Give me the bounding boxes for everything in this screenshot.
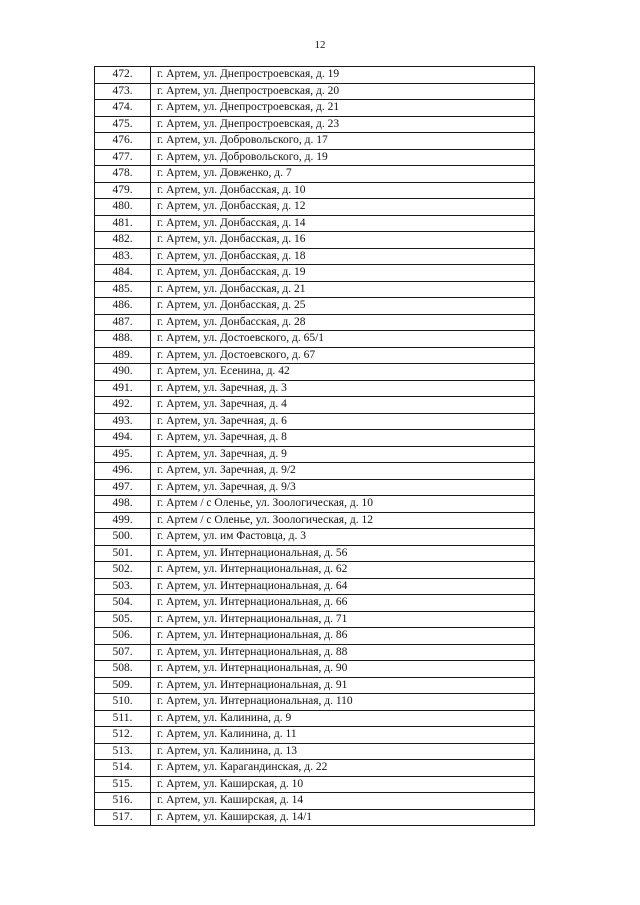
- row-number: 483.: [95, 248, 151, 265]
- table-row: [95, 677, 535, 694]
- row-address: г. Артем, ул. Донбасская, д. 21: [151, 281, 535, 298]
- table-row: [95, 182, 535, 199]
- row-address: г. Артем, ул. Заречная, д. 4: [151, 397, 535, 414]
- table-row: [95, 215, 535, 232]
- row-number: 476.: [95, 133, 151, 150]
- row-number: 517.: [95, 809, 151, 826]
- row-address: г. Артем, ул. Донбасская, д. 14: [151, 215, 535, 232]
- row-number: 498.: [95, 496, 151, 513]
- row-address: г. Артем / с Оленье, ул. Зоологическая, д. 10: [151, 496, 535, 513]
- row-number: 486.: [95, 298, 151, 315]
- row-address: г. Артем, ул. Интернациональная, д. 91: [151, 677, 535, 694]
- row-address: г. Артем, ул. Донбасская, д. 10: [151, 182, 535, 199]
- table-row: [95, 545, 535, 562]
- row-address: г. Артем, ул. Довженко, д. 7: [151, 166, 535, 183]
- row-number: 475.: [95, 116, 151, 133]
- row-address: г. Артем, ул. Интернациональная, д. 64: [151, 578, 535, 595]
- row-address: г. Артем, ул. Калинина, д. 11: [151, 727, 535, 744]
- table-row: [95, 496, 535, 513]
- row-address: г. Артем, ул. Донбасская, д. 25: [151, 298, 535, 315]
- row-address: г. Артем, ул. Заречная, д. 3: [151, 380, 535, 397]
- table-row: [95, 199, 535, 216]
- row-number: 508.: [95, 661, 151, 678]
- row-number: 505.: [95, 611, 151, 628]
- table-row: [95, 314, 535, 331]
- row-address: г. Артем, ул. Добровольского, д. 17: [151, 133, 535, 150]
- row-number: 491.: [95, 380, 151, 397]
- row-number: 504.: [95, 595, 151, 612]
- table-row: [95, 232, 535, 249]
- table-row: [95, 364, 535, 381]
- table-row: [95, 727, 535, 744]
- row-address: г. Артем, ул. Днепростроевская, д. 19: [151, 67, 535, 84]
- row-address: г. Артем, ул. Интернациональная, д. 71: [151, 611, 535, 628]
- row-number: 507.: [95, 644, 151, 661]
- row-address: г. Артем, ул. Интернациональная, д. 90: [151, 661, 535, 678]
- row-number: 481.: [95, 215, 151, 232]
- table-row: [95, 83, 535, 100]
- table-row: [95, 529, 535, 546]
- row-address: г. Артем, ул. Донбасская, д. 18: [151, 248, 535, 265]
- address-table: [94, 66, 535, 826]
- table-row: [95, 166, 535, 183]
- row-address: г. Артем, ул. Каширская, д. 14: [151, 793, 535, 810]
- table-row: [95, 149, 535, 166]
- address-table-body: [95, 67, 535, 826]
- row-number: 502.: [95, 562, 151, 579]
- table-row: [95, 793, 535, 810]
- row-address: г. Артем, ул. Днепростроевская, д. 23: [151, 116, 535, 133]
- row-address: г. Артем, ул. Заречная, д. 6: [151, 413, 535, 430]
- row-number: 480.: [95, 199, 151, 216]
- row-address: г. Артем, ул. Донбасская, д. 12: [151, 199, 535, 216]
- row-number: 509.: [95, 677, 151, 694]
- row-number: 515.: [95, 776, 151, 793]
- table-row: [95, 512, 535, 529]
- table-row: [95, 661, 535, 678]
- row-address: г. Артем, ул. Каширская, д. 10: [151, 776, 535, 793]
- row-number: 478.: [95, 166, 151, 183]
- table-row: [95, 463, 535, 480]
- row-number: 488.: [95, 331, 151, 348]
- row-number: 516.: [95, 793, 151, 810]
- row-address: г. Артем, ул. Добровольского, д. 19: [151, 149, 535, 166]
- table-row: [95, 776, 535, 793]
- row-address: г. Артем, ул. Заречная, д. 8: [151, 430, 535, 447]
- table-row: [95, 430, 535, 447]
- table-row: [95, 743, 535, 760]
- table-row: [95, 760, 535, 777]
- table-row: [95, 133, 535, 150]
- table-row: [95, 694, 535, 711]
- row-address: г. Артем, ул. Заречная, д. 9/3: [151, 479, 535, 496]
- table-row: [95, 479, 535, 496]
- row-number: 514.: [95, 760, 151, 777]
- table-row: [95, 578, 535, 595]
- table-row: [95, 413, 535, 430]
- row-address: г. Артем, ул. Интернациональная, д. 86: [151, 628, 535, 645]
- table-row: [95, 281, 535, 298]
- row-address: г. Артем / с Оленье, ул. Зоологическая, д. 12: [151, 512, 535, 529]
- row-number: 506.: [95, 628, 151, 645]
- row-number: 501.: [95, 545, 151, 562]
- table-row: [95, 611, 535, 628]
- row-number: 487.: [95, 314, 151, 331]
- row-address: г. Артем, ул. Интернациональная, д. 88: [151, 644, 535, 661]
- row-address: г. Артем, ул. Интернациональная, д. 62: [151, 562, 535, 579]
- row-address: г. Артем, ул. Достоевского, д. 65/1: [151, 331, 535, 348]
- row-number: 510.: [95, 694, 151, 711]
- row-address: г. Артем, ул. Есенина, д. 42: [151, 364, 535, 381]
- row-address: г. Артем, ул. Днепростроевская, д. 21: [151, 100, 535, 117]
- row-address: г. Артем, ул. Интернациональная, д. 110: [151, 694, 535, 711]
- row-number: 493.: [95, 413, 151, 430]
- row-address: г. Артем, ул. Донбасская, д. 16: [151, 232, 535, 249]
- row-number: 472.: [95, 67, 151, 84]
- row-number: 503.: [95, 578, 151, 595]
- table-row: [95, 67, 535, 84]
- row-number: 485.: [95, 281, 151, 298]
- row-number: 489.: [95, 347, 151, 364]
- table-row: [95, 595, 535, 612]
- table-row: [95, 446, 535, 463]
- table-row: [95, 710, 535, 727]
- row-number: 477.: [95, 149, 151, 166]
- page-number: 12: [314, 39, 326, 51]
- table-row: [95, 562, 535, 579]
- table-row: [95, 116, 535, 133]
- row-number: 482.: [95, 232, 151, 249]
- row-address: г. Артем, ул. Каширская, д. 14/1: [151, 809, 535, 826]
- row-address: г. Артем, ул. им Фастовца, д. 3: [151, 529, 535, 546]
- row-number: 473.: [95, 83, 151, 100]
- row-number: 513.: [95, 743, 151, 760]
- row-number: 494.: [95, 430, 151, 447]
- row-number: 479.: [95, 182, 151, 199]
- row-address: г. Артем, ул. Калинина, д. 9: [151, 710, 535, 727]
- row-number: 512.: [95, 727, 151, 744]
- table-row: [95, 397, 535, 414]
- row-number: 484.: [95, 265, 151, 282]
- row-address: г. Артем, ул. Донбасская, д. 19: [151, 265, 535, 282]
- table-row: [95, 347, 535, 364]
- table-row: [95, 100, 535, 117]
- table-row: [95, 248, 535, 265]
- table-row: [95, 331, 535, 348]
- row-address: г. Артем, ул. Калинина, д. 13: [151, 743, 535, 760]
- row-address: г. Артем, ул. Днепростроевская, д. 20: [151, 83, 535, 100]
- table-row: [95, 265, 535, 282]
- row-address: г. Артем, ул. Заречная, д. 9/2: [151, 463, 535, 480]
- row-number: 474.: [95, 100, 151, 117]
- row-address: г. Артем, ул. Достоевского, д. 67: [151, 347, 535, 364]
- table-row: [95, 809, 535, 826]
- table-row: [95, 644, 535, 661]
- row-address: г. Артем, ул. Интернациональная, д. 66: [151, 595, 535, 612]
- row-number: 497.: [95, 479, 151, 496]
- row-number: 492.: [95, 397, 151, 414]
- row-number: 490.: [95, 364, 151, 381]
- row-number: 495.: [95, 446, 151, 463]
- row-number: 500.: [95, 529, 151, 546]
- row-number: 496.: [95, 463, 151, 480]
- row-address: г. Артем, ул. Интернациональная, д. 56: [151, 545, 535, 562]
- row-number: 499.: [95, 512, 151, 529]
- row-address: г. Артем, ул. Карагандинская, д. 22: [151, 760, 535, 777]
- row-number: 511.: [95, 710, 151, 727]
- table-row: [95, 380, 535, 397]
- row-address: г. Артем, ул. Донбасская, д. 28: [151, 314, 535, 331]
- row-address: г. Артем, ул. Заречная, д. 9: [151, 446, 535, 463]
- table-row: [95, 628, 535, 645]
- table-row: [95, 298, 535, 315]
